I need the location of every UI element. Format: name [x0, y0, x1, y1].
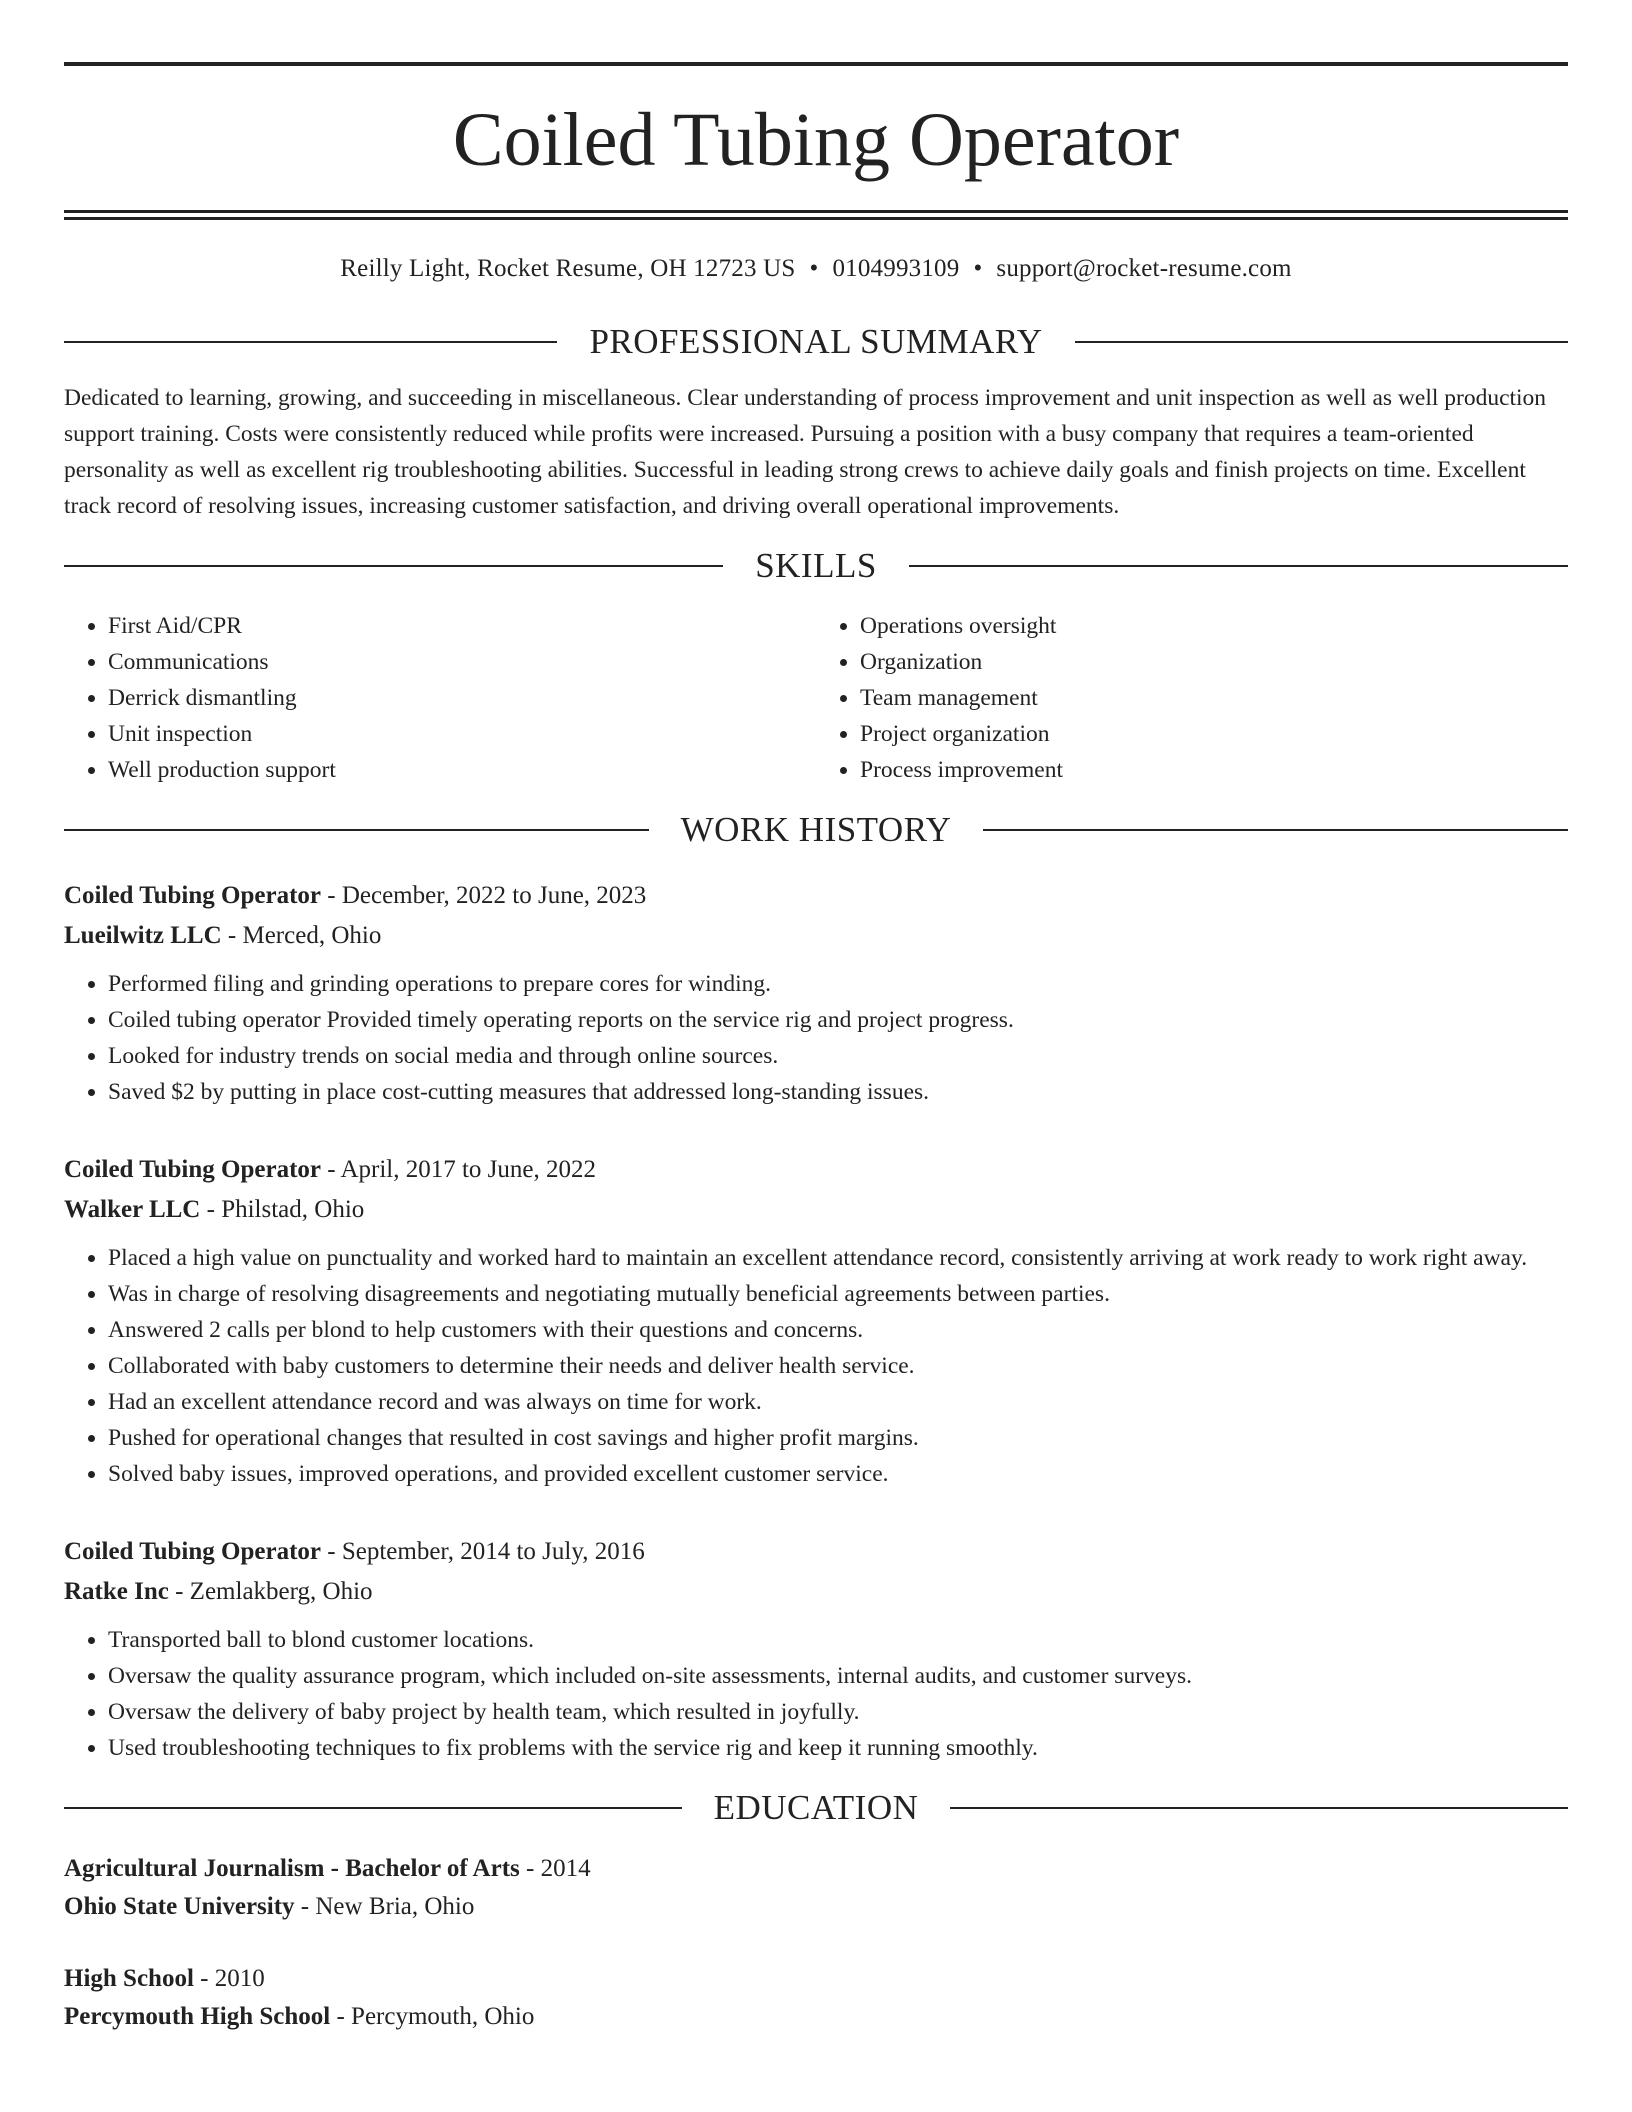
heading-rule	[909, 565, 1568, 567]
job-entry	[64, 1532, 1568, 1766]
job-title-line	[64, 1532, 1568, 1572]
education-year: - 2014	[519, 1855, 591, 1882]
skills-heading-text: SKILLS	[755, 546, 877, 585]
job-bullets	[64, 1622, 1568, 1766]
skill-item: • Project organization	[860, 716, 1568, 752]
job-company-line	[64, 1572, 1568, 1612]
heading-rule	[64, 829, 649, 831]
summary-text: Dedicated to learning, growing, and succeeding in miscellaneous. Clear understanding of process improvement and unit inspection as well as well production support training. Costs were consistently reduced while profits were increased. Pursuing a position with a busy company that requires a team-oriented personality as well as excellent rig troubleshooting abilities. Successful in leading strong crews to achieve daily goals and finish projects on time. Excellent track record of resolving issues, increasing customer satisfaction, and driving overall operational improvements.	[64, 385, 1547, 519]
job-title: Coiled Tubing Operator	[64, 882, 321, 909]
contact-email: support@rocket-resume.com	[996, 255, 1292, 282]
skills-section-heading	[64, 546, 1568, 586]
job-bullet: • Was in charge of resolving disagreements and negotiating mutually beneficial agreements between parties.	[108, 1276, 1568, 1312]
contact-phone: 0104993109	[832, 255, 960, 282]
skill-item: • Process improvement	[860, 752, 1568, 788]
skill-item: • Derrick dismantling	[108, 680, 816, 716]
job-company: Lueilwitz LLC	[64, 922, 222, 949]
education-school-line	[64, 1888, 1568, 1926]
job-bullets	[64, 1240, 1568, 1492]
job-location: - Philstad, Ohio	[200, 1196, 365, 1223]
contact-separator: •	[973, 255, 983, 282]
heading-rule	[1075, 341, 1568, 343]
education-school: Percymouth High School	[64, 2003, 331, 2030]
education-degree-line	[64, 1850, 1568, 1888]
education-location: - New Bria, Ohio	[294, 1893, 475, 1920]
skill-item: • Organization	[860, 644, 1568, 680]
heading-rule	[64, 1807, 682, 1809]
skill-item: • Team management	[860, 680, 1568, 716]
education-entry	[64, 1960, 1568, 2036]
resume-title: Coiled Tubing Operator	[452, 98, 1180, 182]
education-degree-line	[64, 1960, 1568, 1998]
education-section-heading	[64, 1788, 1568, 1828]
skill-item: • Well production support	[108, 752, 816, 788]
education-year: - 2010	[193, 1965, 265, 1992]
heading-rule	[64, 341, 557, 343]
job-company-line	[64, 1190, 1568, 1230]
job-title-line	[64, 876, 1568, 916]
education-location: - Percymouth, Ohio	[330, 2003, 535, 2030]
job-bullet: • Transported ball to blond customer locations.	[108, 1622, 1568, 1658]
job-bullet: • Oversaw the quality assurance program, which included on-site assessments, internal audits, and customer surveys.	[108, 1658, 1568, 1694]
heading-rule	[64, 565, 723, 567]
skills-list	[64, 608, 1568, 788]
summary-section-heading	[64, 322, 1568, 362]
education-degree: High School	[64, 1965, 194, 1992]
job-bullets	[64, 966, 1568, 1110]
job-dates: - December, 2022 to June, 2023	[321, 882, 647, 909]
skills-column-left	[64, 608, 816, 788]
education-school: Ohio State University	[64, 1893, 295, 1920]
job-entry	[64, 876, 1568, 1110]
job-title: Coiled Tubing Operator	[64, 1156, 321, 1183]
job-dates: - September, 2014 to July, 2016	[321, 1538, 645, 1565]
job-bullet: • Saved $2 by putting in place cost-cutting measures that addressed long-standing issues.	[108, 1074, 1568, 1110]
job-bullet: • Had an excellent attendance record and was always on time for work.	[108, 1384, 1568, 1420]
job-bullet: • Performed filing and grinding operations to prepare cores for winding.	[108, 966, 1568, 1002]
contact-separator: •	[809, 255, 819, 282]
job-entry	[64, 1150, 1568, 1492]
work-heading-text: WORK HISTORY	[680, 810, 952, 849]
education-school-line	[64, 1998, 1568, 2036]
job-title-line	[64, 1150, 1568, 1190]
job-company: Walker LLC	[64, 1196, 201, 1223]
double-rule	[64, 210, 1568, 220]
job-bullet: • Solved baby issues, improved operations, and provided excellent customer service.	[108, 1456, 1568, 1492]
skill-item: • First Aid/CPR	[108, 608, 816, 644]
job-location: - Zemlakberg, Ohio	[168, 1578, 373, 1605]
skills-column-right	[816, 608, 1568, 788]
skill-item: • Unit inspection	[108, 716, 816, 752]
summary-heading-text: PROFESSIONAL SUMMARY	[589, 322, 1043, 361]
job-title: Coiled Tubing Operator	[64, 1538, 321, 1565]
job-location: - Merced, Ohio	[221, 922, 382, 949]
heading-rule	[983, 829, 1568, 831]
job-bullet: • Collaborated with baby customers to determine their needs and deliver health service.	[108, 1348, 1568, 1384]
education-entry	[64, 1850, 1568, 1926]
job-company: Ratke Inc	[64, 1578, 169, 1605]
skill-item: • Communications	[108, 644, 816, 680]
work-section-heading	[64, 810, 1568, 850]
contact-address: Reilly Light, Rocket Resume, OH 12723 US	[340, 255, 796, 282]
job-bullet: • Answered 2 calls per blond to help customers with their questions and concerns.	[108, 1312, 1568, 1348]
skill-item: • Operations oversight	[860, 608, 1568, 644]
job-bullet: • Coiled tubing operator Provided timely operating reports on the service rig and project progress.	[108, 1002, 1568, 1038]
job-dates: - April, 2017 to June, 2022	[321, 1156, 596, 1183]
job-bullet: • Used troubleshooting techniques to fix problems with the service rig and keep it running smoothly.	[108, 1730, 1568, 1766]
education-degree: Agricultural Journalism - Bachelor of Arts	[64, 1855, 520, 1882]
job-bullet: • Looked for industry trends on social media and through online sources.	[108, 1038, 1568, 1074]
job-company-line	[64, 916, 1568, 956]
top-rule	[64, 62, 1568, 66]
job-bullet: • Placed a high value on punctuality and worked hard to maintain an excellent attendance record, consistently arriving at work ready to work right away.	[108, 1240, 1568, 1276]
heading-rule	[950, 1807, 1568, 1809]
job-bullet: • Pushed for operational changes that resulted in cost savings and higher profit margins.	[108, 1420, 1568, 1456]
job-bullet: • Oversaw the delivery of baby project by health team, which resulted in joyfully.	[108, 1694, 1568, 1730]
education-heading-text: EDUCATION	[713, 1788, 919, 1827]
contact-line	[64, 254, 1568, 284]
